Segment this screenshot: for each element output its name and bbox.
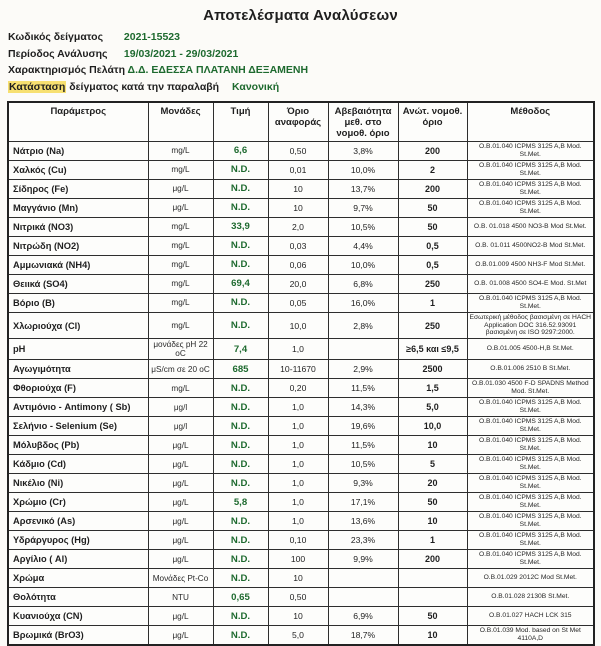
- cell-limit: 5: [398, 455, 467, 474]
- header-cell-value: Τιμή: [213, 102, 268, 142]
- cell-units: μg/L: [148, 512, 213, 531]
- cell-ref: 1,0: [268, 474, 328, 493]
- cell-method: O.B.01.040 ICPMS 3125 A,B Mod. St.Met.: [467, 436, 594, 455]
- cell-ref: 10: [268, 198, 328, 217]
- table-row: [8, 569, 594, 588]
- cell-units: mg/L: [148, 141, 213, 160]
- cell-units: μS/cm σε 20 oC: [148, 360, 213, 379]
- cell-param: Κάδμιο (Cd): [8, 455, 148, 474]
- cell-value: 69,4: [213, 274, 268, 293]
- cell-value: 685: [213, 360, 268, 379]
- table-row: [8, 255, 594, 274]
- cell-limit: 0,5: [398, 236, 467, 255]
- cell-method: O.B.01.040 ICPMS 3125 A,B Mod. St.Met.: [467, 512, 594, 531]
- cell-ref: 5,0: [268, 626, 328, 646]
- cell-unc: 6,9%: [328, 607, 398, 626]
- cell-value: 0,65: [213, 588, 268, 607]
- table-row: [8, 274, 594, 293]
- cell-value: N.D.: [213, 417, 268, 436]
- cell-method: O.B. 01.008 4500 SO4-E Mod. St.Met: [467, 274, 594, 293]
- table-row: [8, 312, 594, 339]
- cell-unc: 10,5%: [328, 455, 398, 474]
- sample-status-label: [8, 81, 219, 93]
- cell-param: pH: [8, 339, 148, 360]
- cell-ref: 10-11670: [268, 360, 328, 379]
- sample-status-value: Κανονική: [232, 81, 279, 93]
- cell-ref: 1,0: [268, 512, 328, 531]
- cell-value: 5,8: [213, 493, 268, 512]
- cell-param: Σελήνιο - Selenium (Se): [8, 417, 148, 436]
- sample-code-value: 2021-15523: [124, 31, 180, 43]
- cell-limit: 200: [398, 550, 467, 569]
- cell-units: μg/L: [148, 474, 213, 493]
- cell-units: μg/L: [148, 179, 213, 198]
- cell-ref: 0,50: [268, 141, 328, 160]
- cell-ref: 0,05: [268, 293, 328, 312]
- cell-ref: 0,03: [268, 236, 328, 255]
- cell-ref: 1,0: [268, 436, 328, 455]
- cell-limit: 1,5: [398, 379, 467, 398]
- analysis-period-line: [8, 48, 601, 60]
- cell-ref: 0,06: [268, 255, 328, 274]
- cell-units: mg/L: [148, 293, 213, 312]
- cell-method: O.B.01.040 ICPMS 3125 A,B Mod. St.Met.: [467, 531, 594, 550]
- status-label-highlight: Κατάσταση: [8, 81, 66, 93]
- table-row: [8, 217, 594, 236]
- cell-method: Εσωτερική μέθοδος βασισμένη σε HACH Application DOC 316.52.93091 βασισμένη σε ISO 9297:2000.: [467, 312, 594, 339]
- cell-ref: 10: [268, 569, 328, 588]
- cell-units: μg/l: [148, 398, 213, 417]
- cell-method: O.B.01.040 ICPMS 3125 A,B Mod. St.Met.: [467, 160, 594, 179]
- cell-unc: [328, 569, 398, 588]
- cell-limit: 50: [398, 607, 467, 626]
- cell-units: mg/L: [148, 160, 213, 179]
- cell-unc: 11,5%: [328, 379, 398, 398]
- cell-param: Αρσενικό (As): [8, 512, 148, 531]
- results-tbody: [8, 141, 594, 645]
- status-label-rest: δείγματος κατά την παραλαβή: [69, 81, 219, 93]
- cell-param: Νικέλιο (Ni): [8, 474, 148, 493]
- cell-unc: 3,8%: [328, 141, 398, 160]
- cell-unc: 13,6%: [328, 512, 398, 531]
- cell-limit: 0,5: [398, 255, 467, 274]
- cell-ref: 100: [268, 550, 328, 569]
- cell-unc: 10,0%: [328, 255, 398, 274]
- cell-unc: 6,8%: [328, 274, 398, 293]
- cell-param: Χρώμιο (Cr): [8, 493, 148, 512]
- cell-unc: 13,7%: [328, 179, 398, 198]
- cell-unc: 2,8%: [328, 312, 398, 339]
- cell-method: O.B.01.040 ICPMS 3125 A,B Mod. St.Met.: [467, 179, 594, 198]
- cell-value: N.D.: [213, 236, 268, 255]
- cell-method: O.B.01.040 ICPMS 3125 A,B Mod. St.Met.: [467, 455, 594, 474]
- cell-unc: [328, 339, 398, 360]
- cell-ref: 0,50: [268, 588, 328, 607]
- client-value: Δ.Δ. ΕΔΕΣΣΑ ΠΛΑΤΑΝΗ ΔΕΞΑΜΕΝΗ: [128, 64, 309, 76]
- cell-param: Κυανιούχα (CN): [8, 607, 148, 626]
- cell-units: μg/L: [148, 493, 213, 512]
- cell-value: N.D.: [213, 312, 268, 339]
- cell-method: O.B.01.040 ICPMS 3125 A,B Mod. St.Met.: [467, 474, 594, 493]
- table-row: [8, 141, 594, 160]
- cell-param: Νάτριο (Na): [8, 141, 148, 160]
- cell-param: Αντιμόνιο - Antimony ( Sb): [8, 398, 148, 417]
- cell-units: μg/L: [148, 607, 213, 626]
- cell-method: O.B.01.040 ICPMS 3125 A,B Mod. St.Met.: [467, 493, 594, 512]
- table-row: [8, 550, 594, 569]
- cell-param: Βρωμικά (BrO3): [8, 626, 148, 646]
- sample-info-block: [8, 31, 601, 93]
- cell-unc: 23,3%: [328, 531, 398, 550]
- cell-units: μονάδες pH 22 oC: [148, 339, 213, 360]
- cell-limit: ≥6,5 και ≤9,5: [398, 339, 467, 360]
- cell-param: Σίδηρος (Fe): [8, 179, 148, 198]
- cell-value: N.D.: [213, 626, 268, 646]
- cell-ref: 0,10: [268, 531, 328, 550]
- cell-units: μg/L: [148, 436, 213, 455]
- cell-units: mg/L: [148, 312, 213, 339]
- cell-unc: 10,5%: [328, 217, 398, 236]
- cell-limit: [398, 588, 467, 607]
- cell-param: Νιτρικά (NO3): [8, 217, 148, 236]
- cell-ref: 10: [268, 607, 328, 626]
- cell-units: mg/L: [148, 379, 213, 398]
- cell-param: Νιτρώδη (NO2): [8, 236, 148, 255]
- cell-value: N.D.: [213, 398, 268, 417]
- cell-ref: 0,20: [268, 379, 328, 398]
- table-row: [8, 160, 594, 179]
- cell-param: Αγωγιμότητα: [8, 360, 148, 379]
- cell-method: O.B.01.039 Mod. based on St Met 4110A,D: [467, 626, 594, 646]
- cell-units: μg/L: [148, 531, 213, 550]
- cell-method: O.B.01.029 2012C Mod St.Met.: [467, 569, 594, 588]
- cell-unc: 18,7%: [328, 626, 398, 646]
- header-cell-legal-limit: Ανώτ. νομοθ. όριο: [398, 102, 467, 142]
- cell-method: O.B.01.009 4500 NH3-F Mod St.Met.: [467, 255, 594, 274]
- table-row: [8, 455, 594, 474]
- cell-param: Μόλυβδος (Pb): [8, 436, 148, 455]
- table-row: [8, 436, 594, 455]
- cell-unc: 9,9%: [328, 550, 398, 569]
- cell-unc: 2,9%: [328, 360, 398, 379]
- cell-units: μg/L: [148, 455, 213, 474]
- table-row: [8, 293, 594, 312]
- table-row: [8, 493, 594, 512]
- cell-param: Φθοριούχα (F): [8, 379, 148, 398]
- table-row: [8, 417, 594, 436]
- table-row: [8, 626, 594, 646]
- cell-value: 7,4: [213, 339, 268, 360]
- table-row: [8, 360, 594, 379]
- cell-unc: 14,3%: [328, 398, 398, 417]
- cell-value: N.D.: [213, 531, 268, 550]
- cell-ref: 10,0: [268, 312, 328, 339]
- sample-code-label: Κωδικός δείγματος: [8, 31, 121, 43]
- cell-param: Χρώμα: [8, 569, 148, 588]
- cell-method: O.B.01.040 ICPMS 3125 A,B Mod. St.Met.: [467, 417, 594, 436]
- cell-value: N.D.: [213, 198, 268, 217]
- cell-unc: 9,7%: [328, 198, 398, 217]
- cell-param: Χαλκός (Cu): [8, 160, 148, 179]
- cell-limit: 250: [398, 312, 467, 339]
- cell-unc: 4,4%: [328, 236, 398, 255]
- cell-limit: 10: [398, 512, 467, 531]
- cell-value: N.D.: [213, 255, 268, 274]
- cell-ref: 1,0: [268, 417, 328, 436]
- cell-limit: 50: [398, 198, 467, 217]
- cell-value: 33,9: [213, 217, 268, 236]
- header-cell-uncertainty: Αβεβαιότητα μεθ. στο νομοθ. όριο: [328, 102, 398, 142]
- table-row: [8, 179, 594, 198]
- cell-value: N.D.: [213, 436, 268, 455]
- cell-unc: 19,6%: [328, 417, 398, 436]
- cell-value: N.D.: [213, 293, 268, 312]
- cell-limit: 2500: [398, 360, 467, 379]
- cell-units: Μονάδες Pt-Co: [148, 569, 213, 588]
- cell-limit: 1: [398, 293, 467, 312]
- client-label: Χαρακτηρισμός Πελάτη: [8, 64, 125, 76]
- cell-param: Μαγγάνιο (Mn): [8, 198, 148, 217]
- cell-param: Χλωριούχα (Cl): [8, 312, 148, 339]
- table-row: [8, 512, 594, 531]
- cell-value: N.D.: [213, 474, 268, 493]
- table-row: [8, 236, 594, 255]
- cell-value: N.D.: [213, 569, 268, 588]
- cell-unc: 11,5%: [328, 436, 398, 455]
- cell-method: O.B.01.040 ICPMS 3125 A,B Mod. St.Met.: [467, 550, 594, 569]
- sample-status-line: [8, 81, 601, 93]
- cell-value: 6,6: [213, 141, 268, 160]
- cell-limit: 10: [398, 626, 467, 646]
- header-cell-reporting-limit: Όριο αναφοράς: [268, 102, 328, 142]
- cell-limit: 200: [398, 179, 467, 198]
- cell-ref: 2,0: [268, 217, 328, 236]
- table-row: [8, 474, 594, 493]
- cell-units: NTU: [148, 588, 213, 607]
- cell-method: O.B.01.006 2510 B St.Met.: [467, 360, 594, 379]
- cell-param: Θολότητα: [8, 588, 148, 607]
- cell-method: O.B.01.028 2130B St.Met.: [467, 588, 594, 607]
- cell-value: N.D.: [213, 512, 268, 531]
- cell-limit: 50: [398, 493, 467, 512]
- page-title: Αποτελέσματα Αναλύσεων: [0, 0, 601, 24]
- cell-ref: 1,0: [268, 455, 328, 474]
- cell-ref: 10: [268, 179, 328, 198]
- cell-method: O.B. 01.011 4500NO2-B Mod St.Met.: [467, 236, 594, 255]
- cell-units: mg/L: [148, 255, 213, 274]
- cell-units: mg/L: [148, 236, 213, 255]
- cell-limit: 200: [398, 141, 467, 160]
- header-cell-method: Μέθοδος: [467, 102, 594, 142]
- table-row: [8, 198, 594, 217]
- cell-limit: 10,0: [398, 417, 467, 436]
- table-row: [8, 398, 594, 417]
- table-row: [8, 588, 594, 607]
- sample-code-line: [8, 31, 601, 43]
- cell-ref: 1,0: [268, 398, 328, 417]
- cell-method: O.B.01.040 ICPMS 3125 A,B Mod. St.Met.: [467, 398, 594, 417]
- cell-param: Αργίλιο ( Al): [8, 550, 148, 569]
- table-row: [8, 339, 594, 360]
- header-cell-parameter: Παράμετρος: [8, 102, 148, 142]
- results-table: [7, 101, 595, 646]
- cell-units: μg/l: [148, 417, 213, 436]
- analysis-period-value: 19/03/2021 - 29/03/2021: [124, 48, 238, 60]
- cell-limit: 50: [398, 217, 467, 236]
- cell-param: Υδράργυρος (Hg): [8, 531, 148, 550]
- cell-units: μg/L: [148, 626, 213, 646]
- cell-value: N.D.: [213, 179, 268, 198]
- table-row: [8, 607, 594, 626]
- analysis-period-label: Περίοδος Ανάλυσης: [8, 48, 121, 60]
- cell-limit: 20: [398, 474, 467, 493]
- cell-value: N.D.: [213, 160, 268, 179]
- table-row: [8, 379, 594, 398]
- cell-units: μg/L: [148, 550, 213, 569]
- cell-value: N.D.: [213, 550, 268, 569]
- cell-ref: 0,01: [268, 160, 328, 179]
- cell-limit: 1: [398, 531, 467, 550]
- cell-limit: 250: [398, 274, 467, 293]
- client-line: [8, 64, 601, 76]
- header-cell-units: Μονάδες: [148, 102, 213, 142]
- cell-ref: 20,0: [268, 274, 328, 293]
- cell-method: O.B.01.027 HACH LCK 315: [467, 607, 594, 626]
- cell-unc: [328, 588, 398, 607]
- cell-method: O.B.01.040 ICPMS 3125 A,B Mod. St.Met.: [467, 141, 594, 160]
- cell-limit: 5,0: [398, 398, 467, 417]
- cell-limit: 2: [398, 160, 467, 179]
- cell-unc: 17,1%: [328, 493, 398, 512]
- cell-unc: 16,0%: [328, 293, 398, 312]
- cell-limit: 10: [398, 436, 467, 455]
- cell-method: O.B.01.040 ICPMS 3125 A,B Mod. St.Met.: [467, 293, 594, 312]
- cell-units: mg/L: [148, 274, 213, 293]
- table-row: [8, 531, 594, 550]
- cell-method: O.B. 01.018 4500 NO3-B Mod St.Met.: [467, 217, 594, 236]
- cell-param: Βόριο (B): [8, 293, 148, 312]
- cell-value: N.D.: [213, 607, 268, 626]
- cell-units: μg/L: [148, 198, 213, 217]
- cell-units: mg/L: [148, 217, 213, 236]
- cell-ref: 1,0: [268, 339, 328, 360]
- cell-ref: 1,0: [268, 493, 328, 512]
- table-header-row: [8, 102, 594, 142]
- cell-unc: 10,0%: [328, 160, 398, 179]
- cell-unc: 9,3%: [328, 474, 398, 493]
- cell-param: Αμμωνιακά (NH4): [8, 255, 148, 274]
- cell-method: O.B.01.040 ICPMS 3125 A,B Mod. St.Met.: [467, 198, 594, 217]
- cell-method: O.B.01.005 4500-H,B St.Met.: [467, 339, 594, 360]
- cell-param: Θειικά (SO4): [8, 274, 148, 293]
- cell-value: N.D.: [213, 455, 268, 474]
- cell-value: N.D.: [213, 379, 268, 398]
- cell-limit: [398, 569, 467, 588]
- cell-method: O.B.01.030 4500 F-D SPADNS Method Mod. St.Met.: [467, 379, 594, 398]
